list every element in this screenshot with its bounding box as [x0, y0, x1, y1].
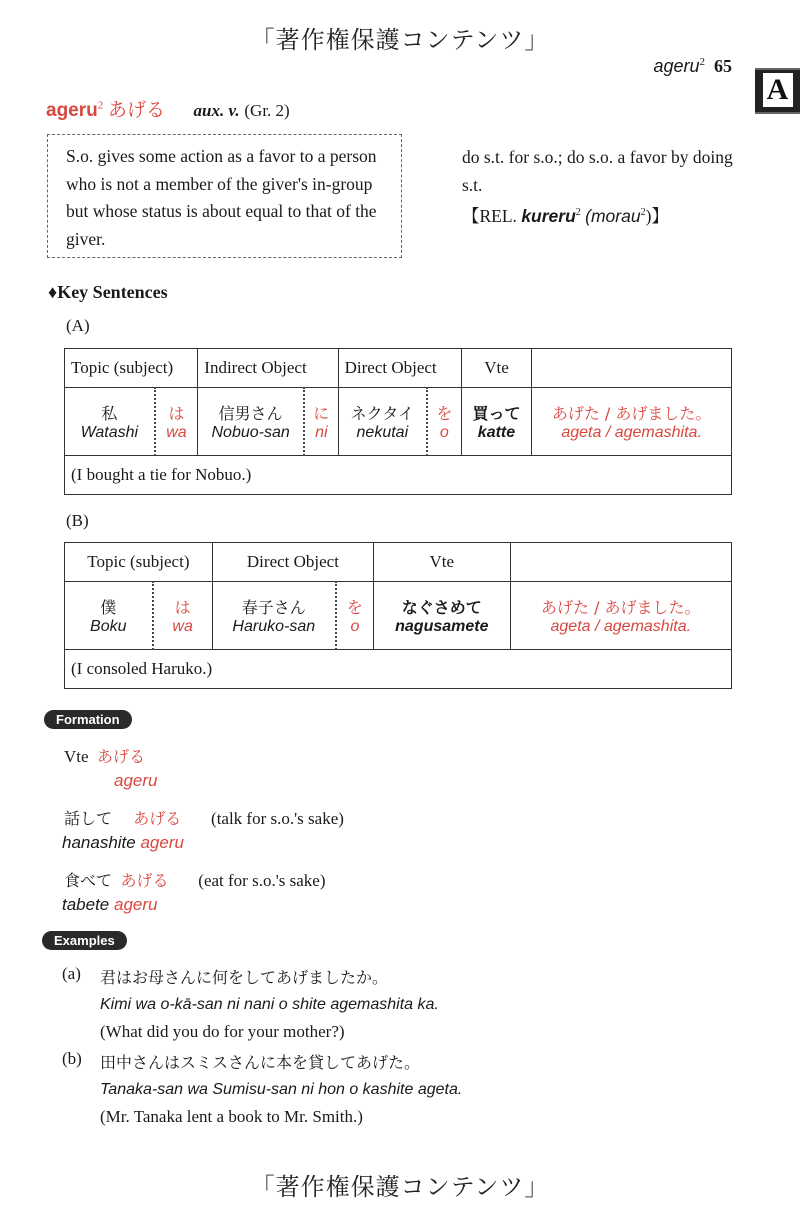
formation-item: 話して あげる (talk for s.o.'s sake)	[64, 809, 344, 828]
key-sentence-table-a: Topic (subject) Indirect Object Direct Object Vte 私 Watashi は wa 信男さん Nobuo-san に ni ネクタイ nekutai を o 買って katte あげた / あげました。 ageta / agemashita. (I bought a tie for Nobuo.)	[64, 348, 732, 495]
translation-a: (I bought a tie for Nobuo.)	[65, 456, 732, 495]
formation-pattern: Vte あげる	[64, 747, 146, 766]
table-b-label: (B)	[66, 511, 89, 530]
example-a: (a) 君はお母さんに何をしてあげましたか。 Kimi wa o-kā-san ni nani o shite agemashita ka. (What did you do for your mother?)	[62, 964, 439, 1041]
meaning: do s.t. for s.o.; do s.o. a favor by doing s.t. 【REL. kureru$^2$ (morau$^2$)】	[462, 144, 752, 230]
rel-line: 【REL. kureru$^2$ (morau$^2$)】	[462, 205, 669, 226]
table-a-label: (A)	[66, 316, 90, 335]
formation-item: 食べて あげる (eat for s.o.'s sake)	[64, 871, 326, 890]
key-sentences-heading: ♦Key Sentences	[48, 282, 168, 302]
watermark-bottom: 「著作権保護コンテンツ」	[250, 1173, 550, 1201]
definition-box: S.o. gives some action as a favor to a person who is not a member of the giver's in-group but whose status is about equal to that of the giver.	[47, 134, 402, 258]
page-number: 65	[714, 56, 732, 76]
watermark-top: 「著作権保護コンテンツ」	[250, 26, 550, 54]
running-head: ageru$^2$ 65	[653, 56, 732, 76]
examples-badge: Examples	[42, 931, 127, 950]
formation-badge: Formation	[44, 710, 132, 729]
translation-b: (I consoled Haruko.)	[65, 650, 732, 689]
key-sentence-table-b: Topic (subject) Direct Object Vte 僕 Boku は wa 春子さん Haruko-san を o なぐさめて nagusamete あげた / あげました。 ageta / agemashita. (I consoled Haruko.)	[64, 542, 732, 689]
example-b: (b) 田中さんはスミスさんに本を貸してあげた。 Tanaka-san wa Sumisu-san ni hon o kashite ageta. (Mr. Tanaka lent a book to Mr. Smith.)	[62, 1049, 463, 1126]
entry-heading: ageru$^2$ あげる aux. v. (Gr. 2)	[46, 99, 290, 121]
thumb-tab: A	[755, 68, 800, 114]
